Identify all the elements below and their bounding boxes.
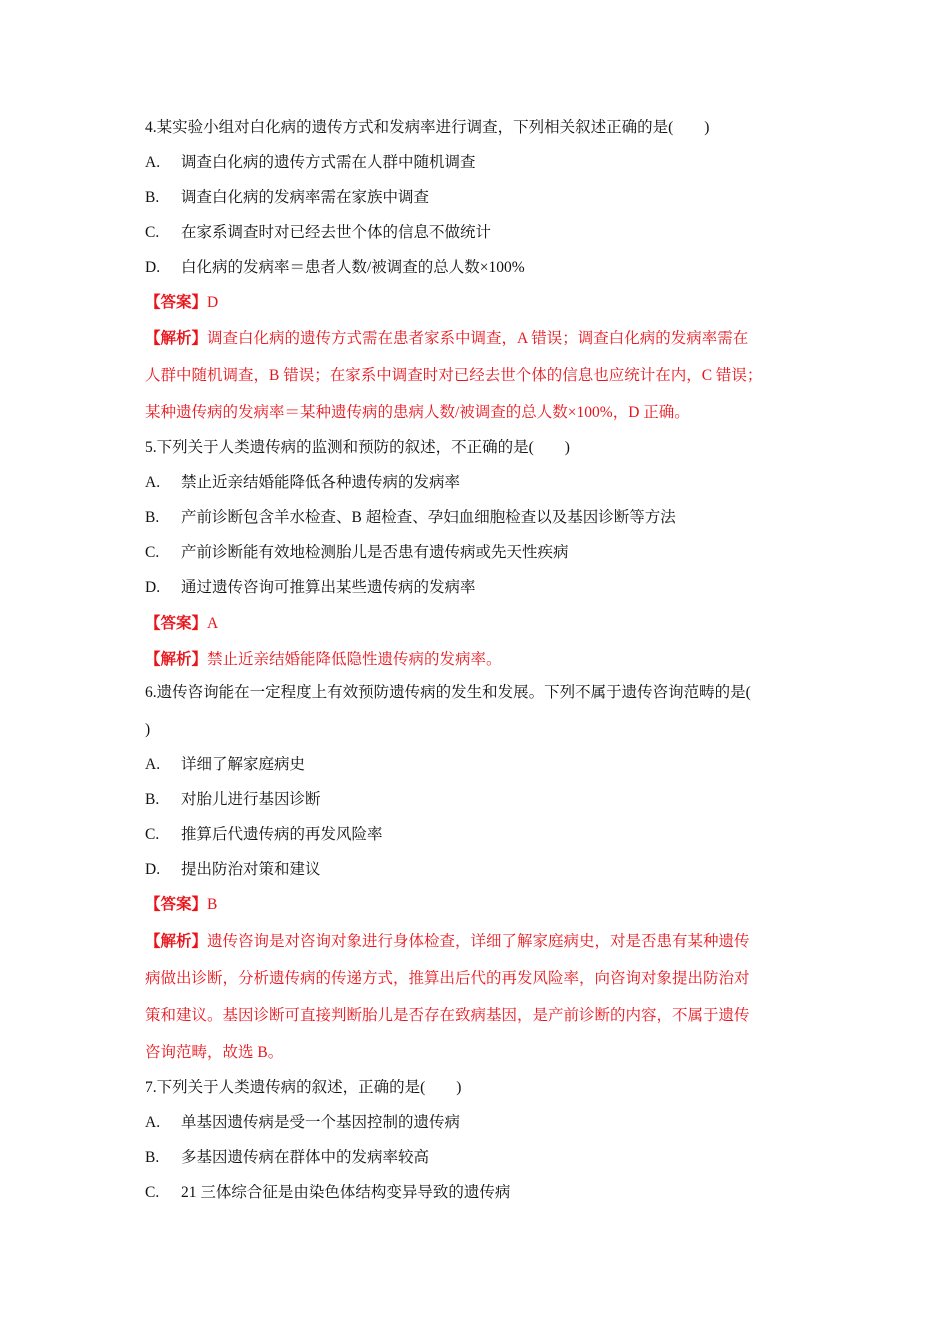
option-text: 详细了解家庭病史 (181, 756, 306, 773)
question-5-option-a (145, 473, 460, 493)
option-text: 白化病的发病率＝患者人数/被调查的总人数×100% (181, 259, 525, 276)
question-4-option-d (145, 258, 525, 278)
question-5-analysis-line (145, 650, 502, 670)
option-label: A. (145, 756, 161, 773)
option-label: D. (145, 259, 161, 276)
question-6-stem-cont: ) (145, 721, 151, 738)
answer-tag: 【答案】 (145, 294, 208, 311)
question-7-stem: 7.下列关于人类遗传病的叙述，正确的是( ) (145, 1079, 462, 1096)
option-label: D. (145, 861, 161, 878)
option-text: 单基因遗传病是受一个基因控制的遗传病 (181, 1114, 461, 1131)
option-text: 产前诊断包含羊水检查、B 超检查、孕妇血细胞检查以及基因诊断等方法 (181, 509, 676, 526)
option-text: 调查白化病的发病率需在家族中调查 (181, 189, 430, 206)
answer-value: D (207, 294, 219, 311)
question-4-option-a (145, 153, 476, 173)
analysis-tag: 【解析】 (145, 933, 208, 950)
option-label: C. (145, 1184, 160, 1201)
option-label: A. (145, 474, 161, 491)
answer-tag: 【答案】 (145, 896, 208, 913)
question-4-analysis-line (145, 329, 748, 349)
option-text: 禁止近亲结婚能降低各种遗传病的发病率 (181, 474, 461, 491)
answer-tag: 【答案】 (145, 615, 208, 632)
analysis-tag: 【解析】 (145, 330, 208, 347)
question-5-option-b (145, 508, 676, 528)
option-label: D. (145, 579, 161, 596)
option-label: B. (145, 791, 160, 808)
question-7-option-c (145, 1183, 510, 1203)
option-text: 调查白化病的遗传方式需在人群中随机调查 (181, 154, 476, 171)
question-5-option-d (145, 578, 476, 598)
option-text: 提出防治对策和建议 (181, 861, 321, 878)
option-text: 21 三体综合征是由染色体结构变异导致的遗传病 (181, 1184, 511, 1201)
option-label: B. (145, 189, 160, 206)
question-4-analysis-line: 某种遗传病的发病率＝某种遗传病的患病人数/被调查的总人数×100%，D 正确。 (145, 404, 690, 421)
option-text: 通过遗传咨询可推算出某些遗传病的发病率 (181, 579, 476, 596)
question-7-option-a (145, 1113, 460, 1133)
question-6-option-d (145, 860, 321, 880)
question-6-analysis-line (145, 932, 750, 952)
question-6-stem: 6.遗传咨询能在一定程度上有效预防遗传病的发生和发展。下列不属于遗传咨询范畴的是( (145, 684, 751, 701)
option-label: B. (145, 509, 160, 526)
question-4-analysis-line: 人群中随机调查，B 错误；在家系中调查时对已经去世个体的信息也应统计在内，C 错误； (145, 367, 763, 384)
option-label: C. (145, 224, 160, 241)
question-5-option-c (145, 543, 569, 563)
question-4-stem: 4.某实验小组对白化病的遗传方式和发病率进行调查，下列相关叙述正确的是( ) (145, 119, 710, 136)
question-4-option-c (145, 223, 491, 243)
question-6-analysis-line: 病做出诊断，分析遗传病的传递方式，推算出后代的再发风险率，向咨询对象提出防治对 (145, 970, 750, 987)
option-text: 产前诊断能有效地检测胎儿是否患有遗传病或先天性疾病 (181, 544, 569, 561)
option-label: A. (145, 154, 161, 171)
answer-value: B (207, 896, 218, 913)
option-text: 推算后代遗传病的再发风险率 (181, 826, 383, 843)
question-4-option-b (145, 188, 429, 208)
option-label: C. (145, 544, 160, 561)
question-6-analysis-line: 策和建议。基因诊断可直接判断胎儿是否存在致病基因，是产前诊断的内容，不属于遗传 (145, 1007, 750, 1024)
question-5-answer (145, 614, 218, 634)
analysis-text: 调查白化病的遗传方式需在患者家系中调查，A 错误；调查白化病的发病率需在 (207, 330, 749, 347)
option-text: 对胎儿进行基因诊断 (181, 791, 321, 808)
analysis-text: 禁止近亲结婚能降低隐性遗传病的发病率。 (207, 651, 502, 668)
analysis-tag: 【解析】 (145, 651, 208, 668)
option-label: C. (145, 826, 160, 843)
option-text: 在家系调查时对已经去世个体的信息不做统计 (181, 224, 492, 241)
analysis-text: 遗传咨询是对咨询对象进行身体检查，详细了解家庭病史，对是否患有某种遗传 (207, 933, 750, 950)
option-text: 多基因遗传病在群体中的发病率较高 (181, 1149, 430, 1166)
answer-value: A (207, 615, 219, 632)
question-5-stem: 5.下列关于人类遗传病的监测和预防的叙述，不正确的是( ) (145, 439, 570, 456)
option-label: A. (145, 1114, 161, 1131)
question-6-answer (145, 895, 217, 915)
option-label: B. (145, 1149, 160, 1166)
question-7-option-b (145, 1148, 429, 1168)
question-6-option-a (145, 755, 305, 775)
question-4-answer (145, 293, 218, 313)
question-6-option-c (145, 825, 383, 845)
question-6-option-b (145, 790, 321, 810)
question-6-analysis-line: 咨询范畴，故选 B。 (145, 1044, 284, 1061)
